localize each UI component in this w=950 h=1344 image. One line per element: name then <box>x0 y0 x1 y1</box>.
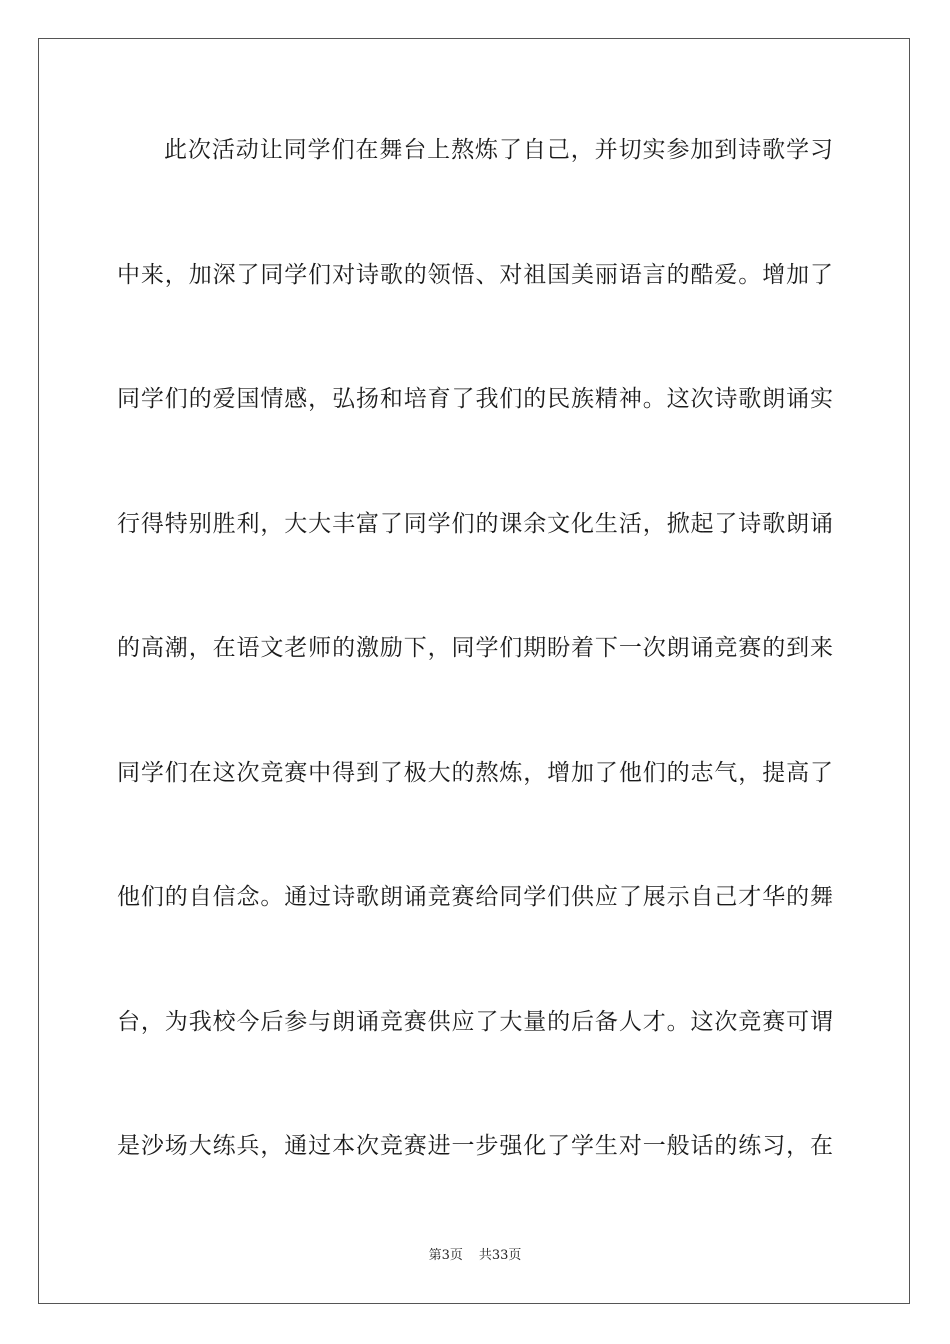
text-line: 此次活动让同学们在舞台上熬炼了自己，并切实参加到诗歌学习 <box>164 137 833 163</box>
text-line: 同学们在这次竞赛中得到了极大的熬炼，增加了他们的志气，提高了 <box>117 760 833 786</box>
text-line: 是沙场大练兵，通过本次竞赛进一步强化了学生对一般话的练习，在 <box>117 1133 833 1159</box>
text-line: 中来，加深了同学们对诗歌的领悟、对祖国美丽语言的酷爱。增加了 <box>117 262 833 288</box>
text-line: 的高潮，在语文老师的激励下，同学们期盼着下一次朗诵竞赛的到来 <box>117 635 833 661</box>
page-number: 第3页 <box>428 1248 463 1263</box>
text-line: 同学们的爱国情感，弘扬和培育了我们的民族精神。这次诗歌朗诵实 <box>117 386 833 412</box>
page-border <box>38 38 910 1304</box>
total-pages: 共33页 <box>478 1248 522 1263</box>
text-line: 他们的自信念。通过诗歌朗诵竞赛给同学们供应了展示自己才华的舞 <box>117 884 833 910</box>
text-line: 台，为我校今后参与朗诵竞赛供应了大量的后备人才。这次竞赛可谓 <box>117 1009 833 1035</box>
page-footer <box>0 1246 950 1266</box>
text-line: 行得特别胜利，大大丰富了同学们的课余文化生活，掀起了诗歌朗诵 <box>117 511 833 537</box>
